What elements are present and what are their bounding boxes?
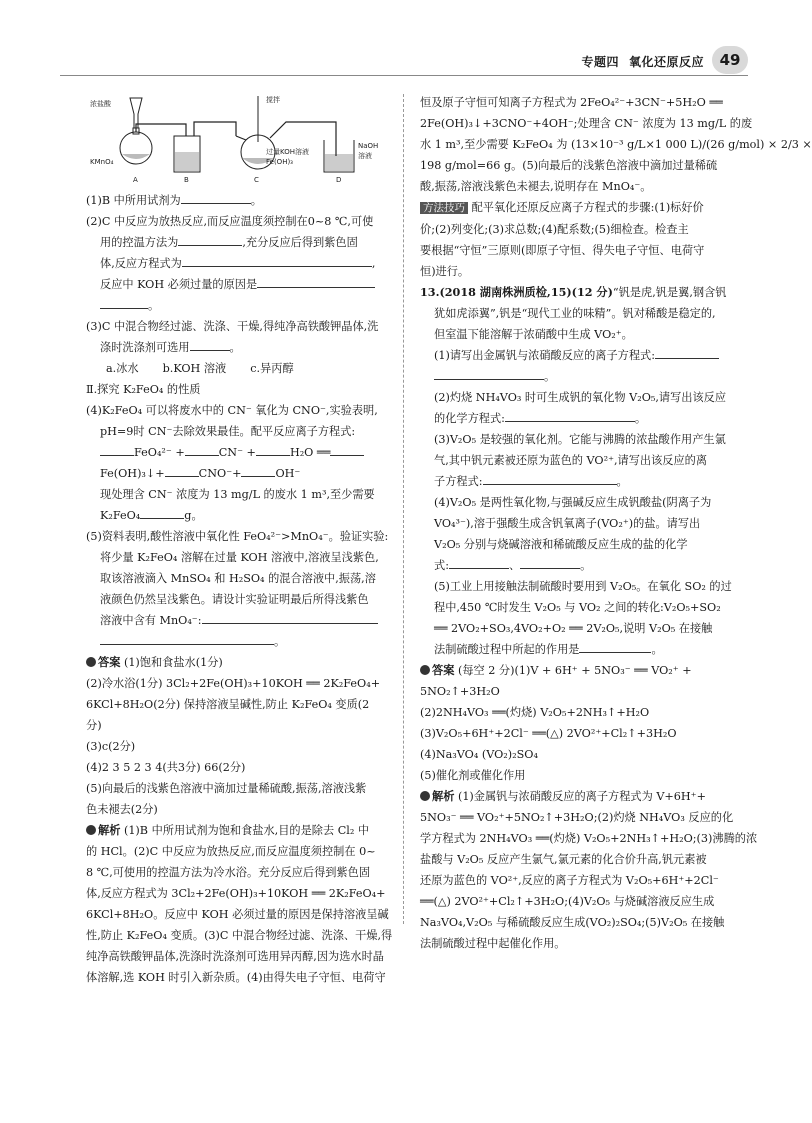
analysis-line: 性,防止 K₂FeO₄ 变质。(3)C 中混合物经过滤、洗涤、干燥,得: [86, 929, 393, 942]
question-number: 13.: [420, 285, 440, 299]
method-line: 价;(2)列变化;(3)求总数;(4)配系数;(5)细检查。检查主: [420, 223, 689, 236]
answer-blank[interactable]: [257, 275, 375, 288]
label-stir: 搅拌: [266, 96, 280, 104]
q13-line: 子方程式: 。: [420, 471, 732, 492]
answer-line: (5)向最后的浅紫色溶液中滴加过量稀硫酸,振荡,溶液浅紫: [86, 782, 367, 795]
analysis-line: 5NO₃⁻ ══ VO₂⁺+5NO₂↑+3H₂O;(2)灼烧 NH₄VO₃ 反应的化: [420, 811, 734, 824]
chapter-title: [581, 53, 704, 70]
answer-line: (3)V₂O₅+6H⁺+2Cl⁻ ══(△) 2VO²⁺+Cl₂↑+3H₂O: [420, 727, 677, 740]
q3-options: [86, 358, 388, 379]
coef-blank[interactable]: [241, 464, 275, 477]
label-D: D: [336, 176, 342, 184]
analysis-icon: [420, 791, 430, 801]
q13-line: VO₄³⁻),溶于强酸生成含钒氧离子(VO₂⁺)的盐。请写出: [434, 517, 701, 530]
q5-line: 将少量 K₂FeO₄ 溶解在过量 KOH 溶液中,溶液呈浅紫色,: [100, 551, 379, 564]
q5-line: 液颜色仍然呈浅紫色。请设计实验证明最后所得浅紫色: [100, 593, 369, 606]
analysis-line: 6KCl+8H₂O。反应中 KOH 必须过量的原因是保持溶液呈碱: [86, 908, 389, 921]
answer-blank[interactable]: [178, 233, 242, 246]
answer-blank[interactable]: [140, 506, 184, 519]
coef-blank[interactable]: [185, 443, 219, 456]
q4-line: K₂FeO₄ g。: [86, 505, 388, 526]
answer-line: 6KCl+8H₂O(2分) 保持溶液呈碱性,防止 K₂FeO₄ 变质(2: [86, 698, 370, 711]
q13-line: (2)灼烧 NH₄VO₃ 时可生成钒的氧化物 V₂O₅,请写出该反应: [434, 391, 727, 404]
coef-blank[interactable]: [165, 464, 199, 477]
q4-line: 现处理含 CN⁻ 浓度为 13 mg/L 的废水 1 m³,至少需要: [100, 488, 375, 501]
answer-blank[interactable]: [182, 254, 372, 267]
answer-blank[interactable]: [190, 338, 230, 351]
page-header: [0, 46, 800, 76]
method-line: 恒)进行。: [420, 265, 470, 278]
answer-blank[interactable]: [655, 346, 719, 359]
section-heading: Ⅱ.探究 K₂FeO₄ 的性质: [86, 383, 201, 396]
label-conc-hcl: 浓盐酸: [90, 100, 111, 108]
topic-title: 氧化还原反应: [628, 55, 704, 69]
answer-line: (2)冷水浴(1分) 3Cl₂+2Fe(OH)₃+10KOH ══ 2K₂FeO₄+: [86, 677, 381, 690]
answer-blank[interactable]: [181, 191, 251, 204]
analysis-continued: 酸,振荡,溶液浅紫色未褪去,说明存在 MnO₄⁻。: [420, 180, 652, 193]
answer-icon: [86, 657, 96, 667]
method-line: 要根据“守恒”三原则(即原子守恒、得失电子守恒、电荷守: [420, 244, 705, 257]
answer-line: (5)催化剂或催化作用: [420, 769, 526, 782]
q13-line: (1)请写出金属钒与浓硝酸反应的离子方程式:: [420, 345, 732, 366]
label-kmno4: KMnO₄: [90, 158, 114, 166]
answer-tag: 答案: [86, 656, 120, 669]
answer-line: (4)Na₃VO₄ (VO₂)₂SO₄: [420, 748, 538, 761]
answer-blank[interactable]: [483, 472, 617, 485]
analysis-continued: 恒及原子守恒可知离子方程式为 2FeO₄²⁻+3CN⁻+5H₂O ══: [420, 96, 723, 109]
method-tag: 方法技巧: [420, 202, 468, 214]
q2-line: 反应中 KOH 必须过量的原因是: [86, 274, 388, 295]
answer-blank[interactable]: [202, 611, 378, 624]
answer-block: 答案 (每空 2 分)(1)V + 6H⁺ + 5NO₃⁻ ══ VO₂⁺ +: [420, 660, 732, 681]
page-number: 49: [712, 46, 748, 74]
answer-blank[interactable]: [520, 556, 580, 569]
q5-line: 溶液中含有 MnO₄⁻:: [86, 610, 388, 631]
label-naoh: NaOH: [358, 142, 379, 150]
q13-line: 气,其中钒元素被还原为蓝色的 VO²⁺,请写出该反应的离: [434, 454, 708, 467]
q2-line: (2)C 中反应为放热反应,而反应温度须控制在0~8 ℃,可使: [86, 215, 374, 228]
option-b[interactable]: b.KOH 溶液: [162, 362, 227, 375]
q13-line: (3)V₂O₅ 是较强的氧化剂。它能与沸腾的浓盐酸作用产生氯: [434, 433, 726, 446]
option-c[interactable]: c.异丙醇: [250, 362, 294, 375]
answer-icon: [420, 665, 430, 675]
q13-line: 但室温下能溶解于浓硝酸中生成 VO₂⁺。: [434, 328, 633, 341]
q13-line: ══ 2VO₂+SO₃,4VO₂+O₂ ══ 2V₂O₅,说明 V₂O₅ 在接触: [434, 622, 713, 635]
q4-equation: FeO₄²⁻ + CN⁻ + H₂O ══: [86, 442, 388, 463]
option-a[interactable]: a.冰水: [106, 362, 139, 375]
q13-line: 的化学方程式: 。: [420, 408, 732, 429]
analysis-continued: 198 g/mol=66 g。(5)向最后的浅紫色溶液中滴加过量稀硫: [420, 159, 718, 172]
q3-line: (3)C 中混合物经过滤、洗涤、干燥,得纯净高铁酸钾晶体,洗: [86, 320, 379, 333]
analysis-line: 还原为蓝色的 VO²⁺,反应的离子方程式为 V₂O₅+6H⁺+2Cl⁻: [420, 874, 719, 887]
q1-line: (1)B 中所用试剂为 。: [86, 190, 388, 211]
apparatus-figure: [86, 92, 388, 188]
answer-tag: 答案: [420, 664, 454, 677]
analysis-line: 纯净高铁酸钾晶体,洗涤时洗涤剂可选用异丙醇,因为选水时晶: [86, 950, 384, 963]
answer-blank[interactable]: [100, 296, 148, 309]
q13-line: 程中,450 ℃时发生 V₂O₅ 与 VO₂ 之间的转化:V₂O₅+SO₂: [434, 601, 721, 614]
answer-line: 5NO₂↑+3H₂O: [420, 685, 500, 698]
q4-line: (4)K₂FeO₄ 可以将废水中的 CN⁻ 氧化为 CNO⁻,实验表明,: [86, 404, 378, 417]
analysis-icon: [86, 825, 96, 835]
q13-line: V₂O₅ 分别与烧碱溶液和稀硫酸反应生成的盐的化学: [434, 538, 688, 551]
label-solution: 溶液: [358, 152, 372, 160]
q3-line: 涤时洗涤剂可选用 。: [86, 337, 388, 358]
answer-blank[interactable]: [449, 556, 509, 569]
q5-line: (5)资料表明,酸性溶液中氧化性 FeO₄²⁻>MnO₄⁻。验证实验:: [86, 530, 389, 543]
answer-line: (4)2 3 5 2 3 4(共3分) 66(2分): [86, 761, 246, 774]
analysis-line: 学方程式为 2NH₄VO₃ ══(灼烧) V₂O₅+2NH₃↑+H₂O;(3)沸腾的浓: [420, 832, 758, 845]
analysis-tag: 解析: [86, 824, 120, 837]
analysis-line: 8 ℃,可使用的控温方法为冷水浴。充分反应后得到紫色固: [86, 866, 371, 879]
analysis-line: 的 HCl。(2)C 中反应为放热反应,而反应温度须控制在 0~: [86, 845, 376, 858]
right-column: [420, 92, 812, 954]
analysis-tag: 解析: [420, 790, 454, 803]
q13-line: (4)V₂O₅ 是两性氧化物,与强碱反应生成钒酸盐(阴离子为: [434, 496, 712, 509]
column-divider: [403, 94, 404, 924]
q13-line: 犹如虎添翼”,钒是“现代工业的味精”。钒对稀酸是稳定的,: [434, 307, 716, 320]
question-source: (2018 湖南株洲质检,15)(12 分): [439, 285, 613, 299]
coef-blank[interactable]: [330, 443, 364, 456]
q5-line: 取该溶液滴入 MnSO₄ 和 H₂SO₄ 的混合溶液中,振荡,溶: [100, 572, 376, 585]
answer-blank[interactable]: [434, 367, 544, 380]
analysis-line: 盐酸与 V₂O₅ 反应产生氯气,氯元素的化合价升高,钒元素被: [420, 853, 707, 866]
answer-blank[interactable]: [100, 632, 274, 645]
analysis-line: 体,反应方程式为 3Cl₂+2Fe(OH)₃+10KOH ══ 2K₂FeO₄+: [86, 887, 386, 900]
q5-line: 。: [86, 631, 388, 652]
q4-line: pH=9时 CN⁻去除效果最佳。配平反应离子方程式:: [100, 425, 356, 438]
label-feoh3: Fe(OH)₃: [266, 158, 293, 166]
analysis-line: Na₃VO₄,V₂O₅ 与稀硫酸反应生成(VO₂)₂SO₄;(5)V₂O₅ 在接触: [420, 916, 725, 929]
label-C: C: [254, 176, 259, 184]
analysis-line: 体溶解,选 KOH 时引入新杂质。(4)由得失电子守恒、电荷守: [86, 971, 386, 984]
answer-line: (2)2NH₄VO₃ ══(灼烧) V₂O₅+2NH₃↑+H₂O: [420, 706, 650, 719]
q13-line: 法制硫酸过程中所起的作用是 。: [420, 639, 732, 660]
answer-blank[interactable]: [579, 640, 651, 653]
analysis-continued: 2Fe(OH)₃↓+3CNO⁻+4OH⁻;处理含 CN⁻ 浓度为 13 mg/L 的废: [420, 117, 753, 130]
analysis-block: 解析 (1)B 中所用试剂为饱和食盐水,目的是除去 Cl₂ 中: [86, 820, 388, 841]
q2-line: 。: [86, 295, 388, 316]
answer-line: 分): [86, 719, 102, 732]
analysis-line: 法制硫酸过程中起催化作用。: [420, 937, 566, 950]
q13-line: 式: 、 。: [420, 555, 732, 576]
answer-block: 答案 (1)饱和食盐水(1分): [86, 652, 388, 673]
q13-heading: 13.(2018 湖南株洲质检,15)(12 分)“钒是虎,钒是翼,钢含钒: [420, 285, 727, 299]
label-A: A: [133, 176, 138, 184]
coef-blank[interactable]: [100, 443, 134, 456]
topic-label: 专题四: [581, 55, 619, 69]
coef-blank[interactable]: [256, 443, 290, 456]
label-B: B: [184, 176, 189, 184]
analysis-block: 解析 (1)金属钒与浓硝酸反应的离子方程式为 V+6H⁺+: [420, 786, 732, 807]
left-column: [86, 92, 393, 988]
q4-equation: Fe(OH)₃↓+ CNO⁻+ OH⁻: [86, 463, 388, 484]
q13-line: (5)工业上用接触法制硫酸时要用到 V₂O₅。在氧化 SO₂ 的过: [434, 580, 732, 593]
analysis-line: ══(△) 2VO²⁺+Cl₂↑+3H₂O;(4)V₂O₅ 与烧碱溶液反应生成: [420, 895, 715, 908]
answer-line: 色未褪去(2分): [86, 803, 158, 816]
q2-line: 用的控温方法为 ,充分反应后得到紫色固: [86, 232, 388, 253]
label-koh: 过量KOH溶液: [266, 148, 309, 156]
method-block: 方法技巧 配平氧化还原反应离子方程式的步骤:(1)标好价: [420, 197, 732, 219]
q13-line: 。: [420, 366, 732, 387]
analysis-continued: 水 1 m³,至少需要 K₂FeO₄ 为 (13×10⁻³ g/L×1 000 L)/(26 g/mol) × 2/3 ×: [420, 138, 812, 151]
answer-line: (3)c(2分): [86, 740, 136, 753]
answer-blank[interactable]: [505, 409, 635, 422]
q2-line: 体,反应方程式为 ,: [86, 253, 388, 274]
header-rule: [60, 75, 748, 76]
